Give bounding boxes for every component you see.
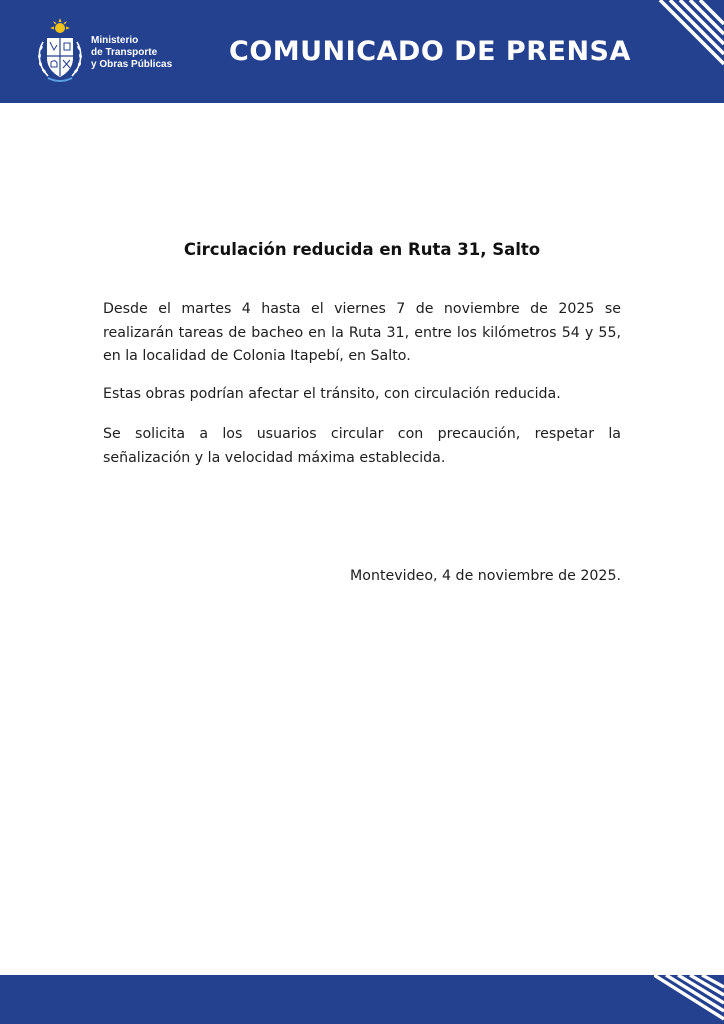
body-paragraph-1: Desde el martes 4 hasta el viernes 7 de noviembre de 2025 se realizarán tareas de bacheo en la Ruta 31, entre los kilómetros 54 y 55, en la localidad de Colonia Itapebí, en Salto.: [103, 301, 621, 364]
dateline: Montevideo, 4 de noviembre de 2025.: [350, 568, 621, 584]
footer-banner: [0, 975, 724, 1024]
decorative-stripes-icon: [644, 0, 724, 80]
ministry-name-line-1: Ministerio: [91, 35, 139, 46]
ministry-name-line-2: de Transporte: [91, 47, 158, 58]
ministry-name: [91, 35, 172, 71]
decorative-stripes-icon: [654, 975, 724, 1024]
uruguay-coat-of-arms-icon: [34, 18, 86, 86]
body-paragraph-2: Estas obras podrían afectar el tránsito, con circulación reducida.: [103, 386, 561, 402]
ministry-logo: [34, 18, 194, 86]
ministry-name-line-3: y Obras Públicas: [91, 59, 173, 70]
header-banner: [0, 0, 724, 103]
press-release-headline: Circulación reducida en Ruta 31, Salto: [183, 240, 541, 259]
body-paragraph-3: Se solicita a los usuarios circular con precaución, respetar la señalización y la velocidad máxima establecida.: [103, 426, 621, 466]
header-title: COMUNICADO DE PRENSA: [229, 36, 631, 67]
